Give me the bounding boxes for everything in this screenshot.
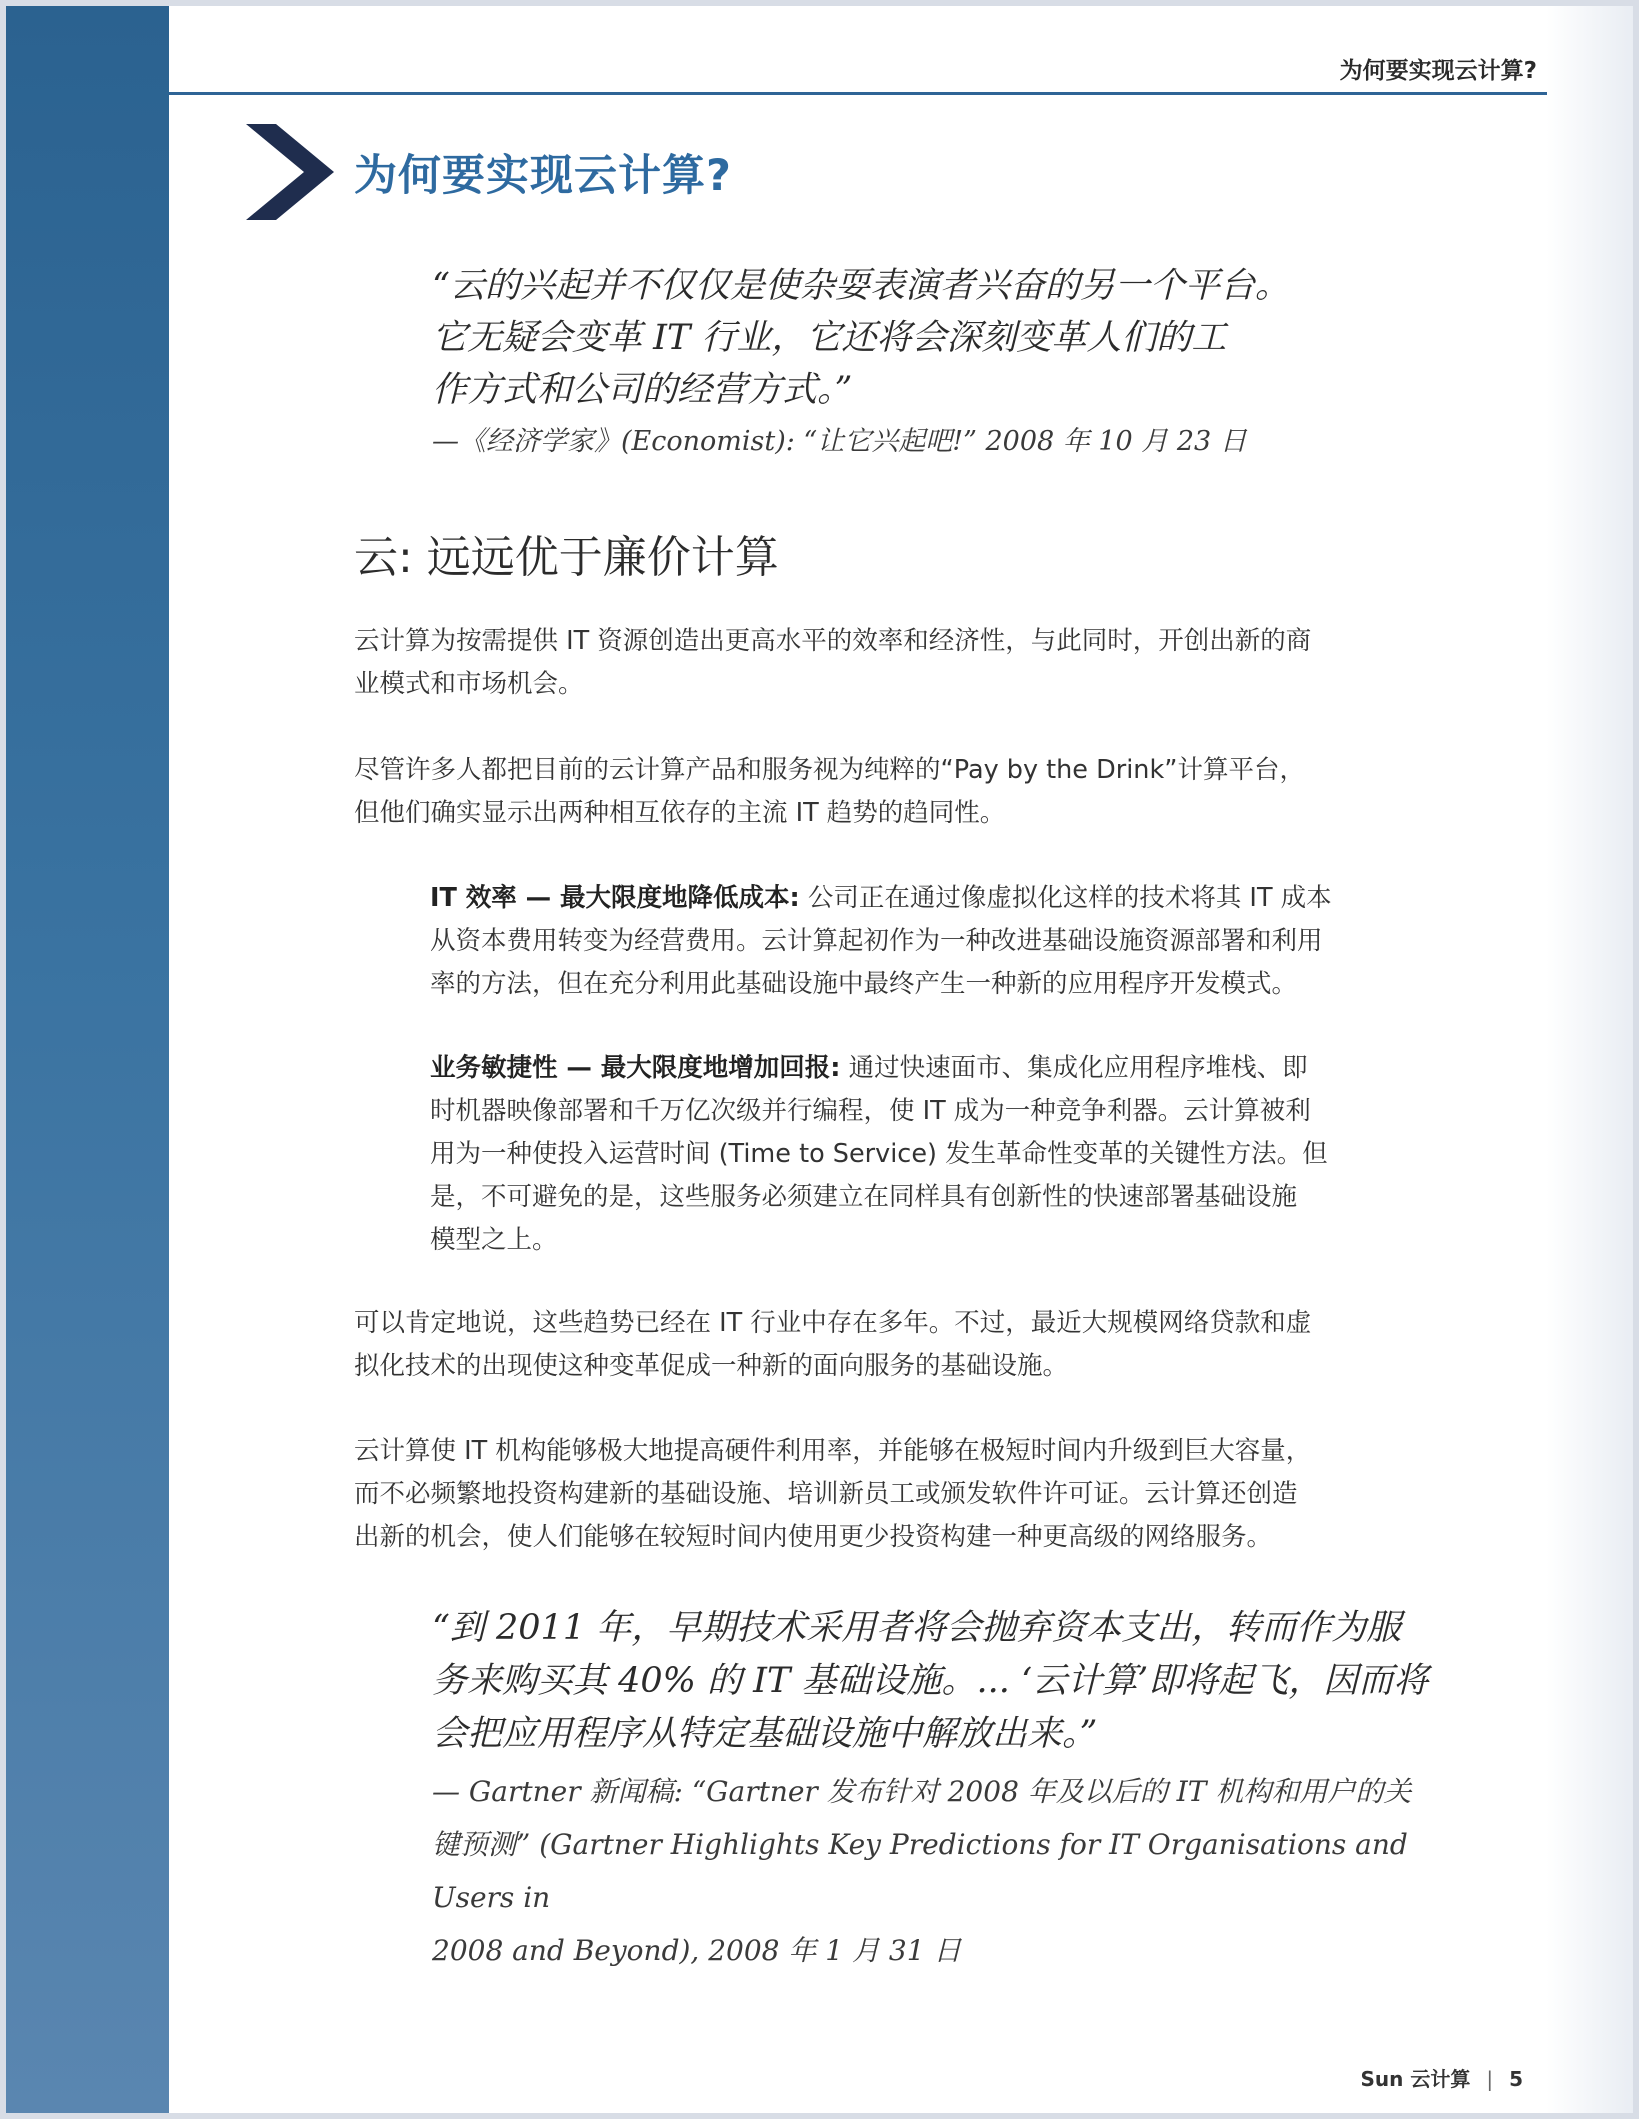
text-line: 用为一种使投入运营时间 (Time to Service) 发生革命性变革的关键性方法。但 xyxy=(430,1139,1328,1169)
bold-lead: IT 效率 — 最大限度地降低成本: xyxy=(430,883,800,913)
chevron-icon xyxy=(246,124,334,220)
footer-brand: Sun 云计算 xyxy=(1360,2067,1471,2091)
quote-line: 作方式和公司的经营方式。” xyxy=(432,370,853,410)
bold-lead: 业务敏捷性 — 最大限度地增加回报: xyxy=(430,1053,841,1083)
quote-line: “到 2011 年，早期技术采用者将会抛弃资本支出，转而作为服 xyxy=(432,1608,1402,1648)
text-line: 是，不可避免的是，这些服务必须建立在同样具有创新性的快速部署基础设施 xyxy=(430,1182,1298,1212)
page-title: 为何要实现云计算? xyxy=(354,151,732,201)
text-line: 但他们确实显示出两种相互依存的主流 IT 趋势的趋同性。 xyxy=(354,798,1006,828)
text-run: 通过快速面市、集成化应用程序堆栈、即 xyxy=(840,1053,1308,1083)
text-line: 云计算使 IT 机构能够极大地提高硬件利用率，并能够在极短时间内升级到巨大容量， xyxy=(354,1436,1312,1466)
text-run: 公司正在通过像虚拟化这样的技术将其 IT 成本 xyxy=(799,883,1332,913)
page-footer xyxy=(1360,2063,1523,2092)
text-line xyxy=(430,877,1460,920)
quote-attribution: —《经济学家》(Economist): “让它兴起吧!” 2008 年 10 月 23 日 xyxy=(432,426,1247,457)
text-line: 可以肯定地说，这些趋势已经在 IT 行业中存在多年。不过，最近大规模网络贷款和虚 xyxy=(354,1308,1312,1338)
text-line: 云计算为按需提供 IT 资源创造出更高水平的效率和经济性，与此同时，开创出新的商 xyxy=(354,626,1312,656)
document-page xyxy=(6,6,1633,2113)
text-line: 而不必频繁地投资构建新的基础设施、培训新员工或颁发软件许可证。云计算还创造 xyxy=(354,1479,1298,1509)
opening-quote xyxy=(432,260,1372,462)
quote-line: 会把应用程序从特定基础设施中解放出来。” xyxy=(432,1714,1098,1754)
section-heading: 云: 远远优于廉价计算 xyxy=(354,532,779,583)
text-line: 时机器映像部署和千万亿次级并行编程，使 IT 成为一种竞争利器。云计算被利 xyxy=(430,1096,1311,1126)
footer-separator: | xyxy=(1486,2067,1494,2091)
text-line: 拟化技术的出现使这种变革促成一种新的面向服务的基础设施。 xyxy=(354,1351,1069,1381)
quote-attribution: 键预测” (Gartner Highlights Key Predictions for IT Organisations and Users in xyxy=(432,1828,1408,1914)
paragraph-1 xyxy=(354,620,1454,706)
blue-sidebar-band xyxy=(6,6,169,2113)
quote-line: “云的兴起并不仅仅是使杂耍表演者兴奋的另一个平台。 xyxy=(432,266,1290,306)
text-line: 尽管许多人都把目前的云计算产品和服务视为纯粹的“Pay by the Drink”计算平台， xyxy=(354,755,1305,785)
text-line xyxy=(430,1047,1460,1090)
paragraph-it-efficiency xyxy=(430,877,1460,1006)
header-rule xyxy=(169,92,1547,95)
quote-attribution: 2008 and Beyond), 2008 年 1 月 31 日 xyxy=(432,1934,962,1967)
page-number: 5 xyxy=(1509,2067,1523,2091)
text-line: 业模式和市场机会。 xyxy=(354,669,584,699)
quote-attribution: — Gartner 新闻稿: “Gartner 发布针对 2008 年及以后的 IT 机构和用户的关 xyxy=(432,1775,1412,1808)
quote-line: 务来购买其 40% 的 IT 基础设施。... ‘云计算’即将起飞，因而将 xyxy=(432,1661,1429,1701)
paragraph-5 xyxy=(354,1302,1454,1388)
quote-line: 它无疑会变革 IT 行业，它还将会深刻变革人们的工 xyxy=(432,318,1227,358)
text-line: 模型之上。 xyxy=(430,1225,558,1255)
gartner-quote xyxy=(432,1602,1442,1977)
paragraph-business-agility xyxy=(430,1047,1460,1262)
paragraph-6 xyxy=(354,1430,1454,1559)
running-header: 为何要实现云计算? xyxy=(1339,58,1537,84)
text-line: 出新的机会，使人们能够在较短时间内使用更少投资构建一种更高级的网络服务。 xyxy=(354,1522,1273,1552)
text-line: 率的方法，但在充分利用此基础设施中最终产生一种新的应用程序开发模式。 xyxy=(430,969,1298,999)
paragraph-2 xyxy=(354,749,1454,835)
text-line: 从资本费用转变为经营费用。云计算起初作为一种改进基础设施资源部署和利用 xyxy=(430,926,1323,956)
